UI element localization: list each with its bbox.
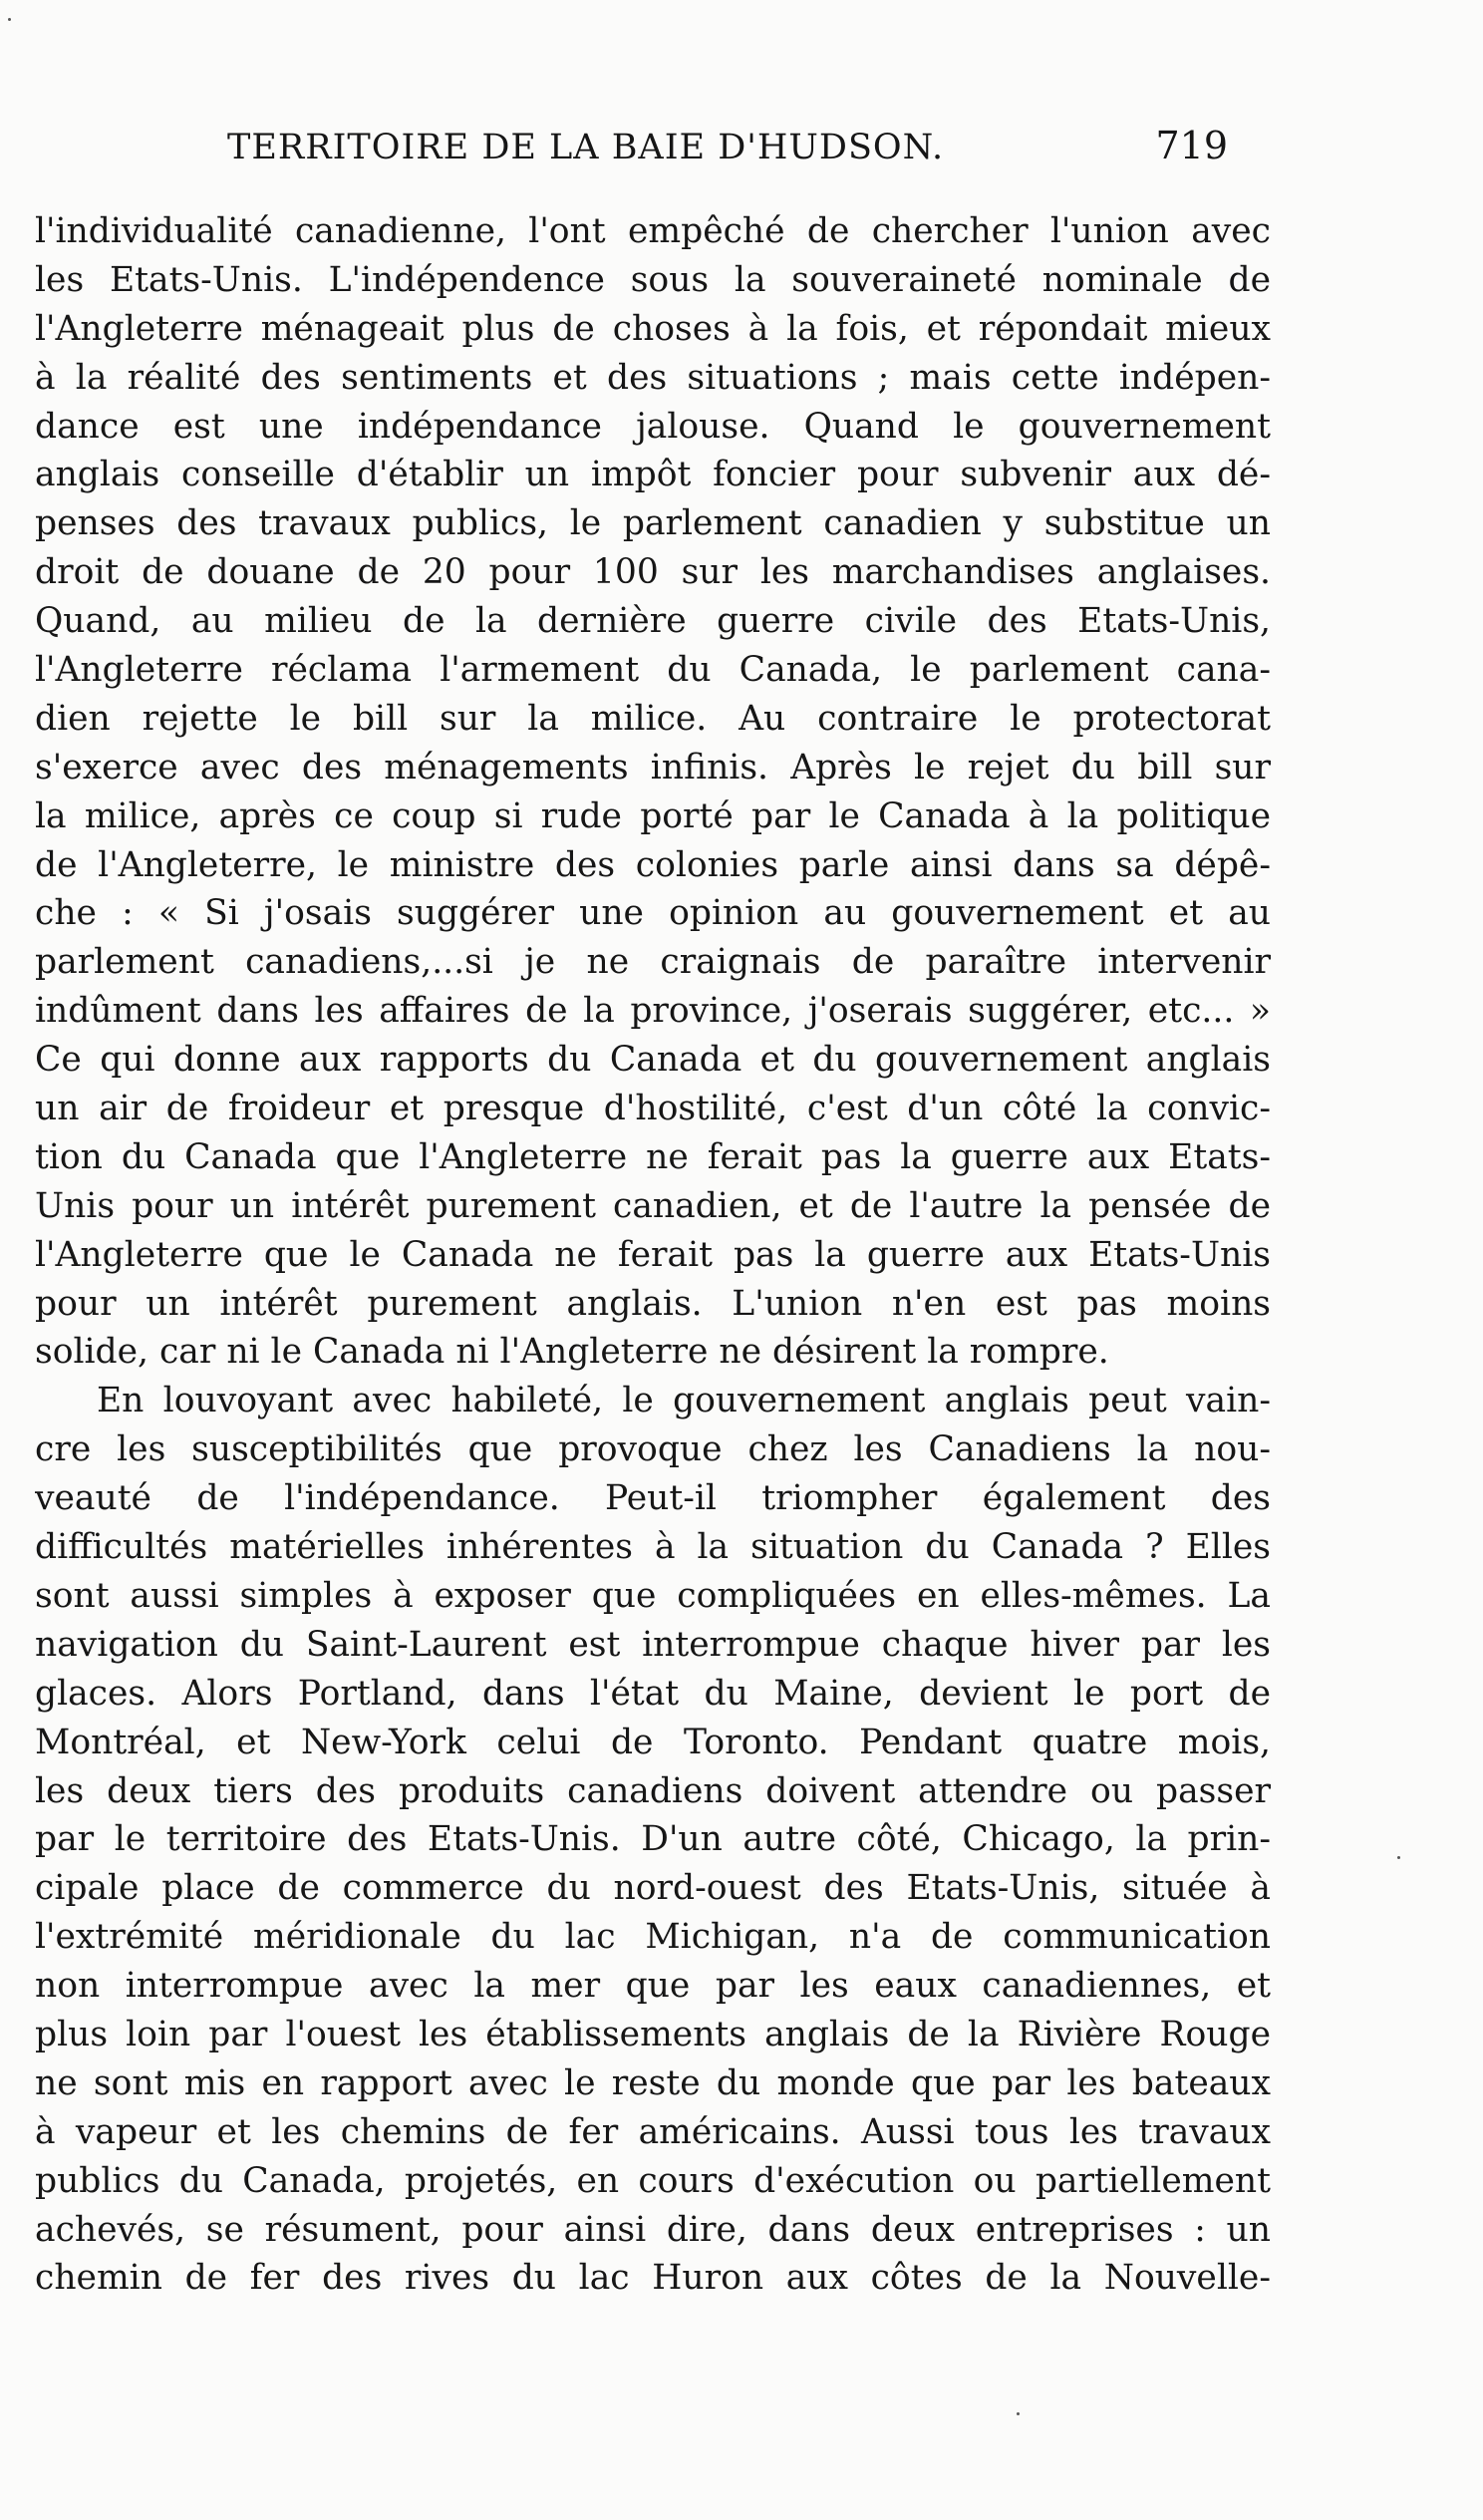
text-line: Ce qui donne aux rapports du Canada et du gouvernement anglais	[35, 1040, 1271, 1081]
text-line: dance est une indépendance jalouse. Quand le gouvernement	[35, 406, 1271, 447]
text-line: dien rejette le bill sur la milice. Au contraire le protectorat	[35, 698, 1271, 739]
text-line: cre les susceptibilités que provoque chez les Canadiens la nou-	[35, 1429, 1271, 1470]
text-line: pour un intérêt purement anglais. L'union n'en est pas moins	[35, 1283, 1271, 1324]
text-line: chemin de fer des rives du lac Huron aux côtes de la Nouvelle-	[35, 2258, 1271, 2299]
text-line: Quand, au milieu de la dernière guerre civile des Etats-Unis,	[35, 601, 1271, 642]
text-line: droit de douane de 20 pour 100 sur les marchandises anglaises.	[35, 552, 1271, 593]
running-title: TERRITOIRE DE LA BAIE D'HUDSON.	[227, 128, 945, 167]
paper-speck	[1397, 1856, 1400, 1859]
page-number: 719	[1155, 124, 1228, 167]
text-line: navigation du Saint-Laurent est interrompue chaque hiver par les	[35, 1624, 1271, 1665]
text-line: l'individualité canadienne, l'ont empêché de chercher l'union avec	[35, 211, 1271, 251]
paragraph-start-line: En louvoyant avec habileté, le gouvernement anglais peut vain-	[97, 1381, 1271, 1421]
text-line: par le territoire des Etats-Unis. D'un autre côté, Chicago, la prin-	[35, 1819, 1271, 1860]
text-line: les deux tiers des produits canadiens doivent attendre ou passer	[35, 1770, 1271, 1811]
text-line: publics du Canada, projetés, en cours d'exécution ou partiellement	[35, 2160, 1271, 2201]
text-line: parlement canadiens,...si je ne craignais de paraître intervenir	[35, 942, 1271, 983]
text-line: difficultés matérielles inhérentes à la situation du Canada ? Elles	[35, 1527, 1271, 1568]
text-line: che : « Si j'osais suggérer une opinion au gouvernement et au	[35, 893, 1271, 934]
text-line: un air de froideur et presque d'hostilité, c'est d'un côté la convic-	[35, 1089, 1271, 1129]
text-line: la milice, après ce coup si rude porté par le Canada à la politique	[35, 795, 1271, 836]
text-line: l'extrémité méridionale du lac Michigan, n'a de communication	[35, 1917, 1271, 1958]
text-line: s'exerce avec des ménagements infinis. Après le rejet du bill sur	[35, 747, 1271, 788]
text-line: penses des travaux publics, le parlement canadien y substitue un	[35, 503, 1271, 544]
running-header	[227, 124, 1228, 187]
text-line: non interrompue avec la mer que par les eaux canadiennes, et	[35, 1966, 1271, 2007]
text-line: veauté de l'indépendance. Peut-il triompher également des	[35, 1478, 1271, 1519]
text-line: l'Angleterre que le Canada ne ferait pas la guerre aux Etats-Unis	[35, 1234, 1271, 1275]
text-line: sont aussi simples à exposer que compliquées en elles-mêmes. La	[35, 1575, 1271, 1616]
text-line: plus loin par l'ouest les établissements anglais de la Rivière Rouge	[35, 2014, 1271, 2054]
text-line: achevés, se résument, pour ainsi dire, dans deux entreprises : un	[35, 2209, 1271, 2250]
text-line: tion du Canada que l'Angleterre ne ferait pas la guerre aux Etats-	[35, 1136, 1271, 1177]
text-line: l'Angleterre réclama l'armement du Canada, le parlement cana-	[35, 650, 1271, 691]
text-line: les Etats-Unis. L'indépendence sous la souveraineté nominale de	[35, 259, 1271, 300]
paper-speck	[8, 18, 11, 21]
text-line: à la réalité des sentiments et des situations ; mais cette indépen-	[35, 357, 1271, 398]
text-line: à vapeur et les chemins de fer américains. Aussi tous les travaux	[35, 2111, 1271, 2152]
text-line: indûment dans les affaires de la province, j'oserais suggérer, etc... »	[35, 991, 1271, 1032]
text-line: glaces. Alors Portland, dans l'état du Maine, devient le port de	[35, 1673, 1271, 1714]
text-line: ne sont mis en rapport avec le reste du monde que par les bateaux	[35, 2062, 1271, 2103]
text-line: de l'Angleterre, le ministre des colonies parle ainsi dans sa dépê-	[35, 844, 1271, 885]
body-text	[35, 207, 1271, 2303]
text-line: anglais conseille d'établir un impôt foncier pour subvenir aux dé-	[35, 455, 1271, 495]
text-line: Montréal, et New-York celui de Toronto. Pendant quatre mois,	[35, 1722, 1271, 1762]
paragraph-end-line: solide, car ni le Canada ni l'Angleterre ne désirent la rompre.	[35, 1332, 1109, 1373]
paper-speck	[1017, 2412, 1020, 2415]
text-line: cipale place de commerce du nord-ouest des Etats-Unis, située à	[35, 1868, 1271, 1909]
text-line: Unis pour un intérêt purement canadien, et de l'autre la pensée de	[35, 1185, 1271, 1226]
text-line: l'Angleterre ménageait plus de choses à la fois, et répondait mieux	[35, 308, 1271, 349]
